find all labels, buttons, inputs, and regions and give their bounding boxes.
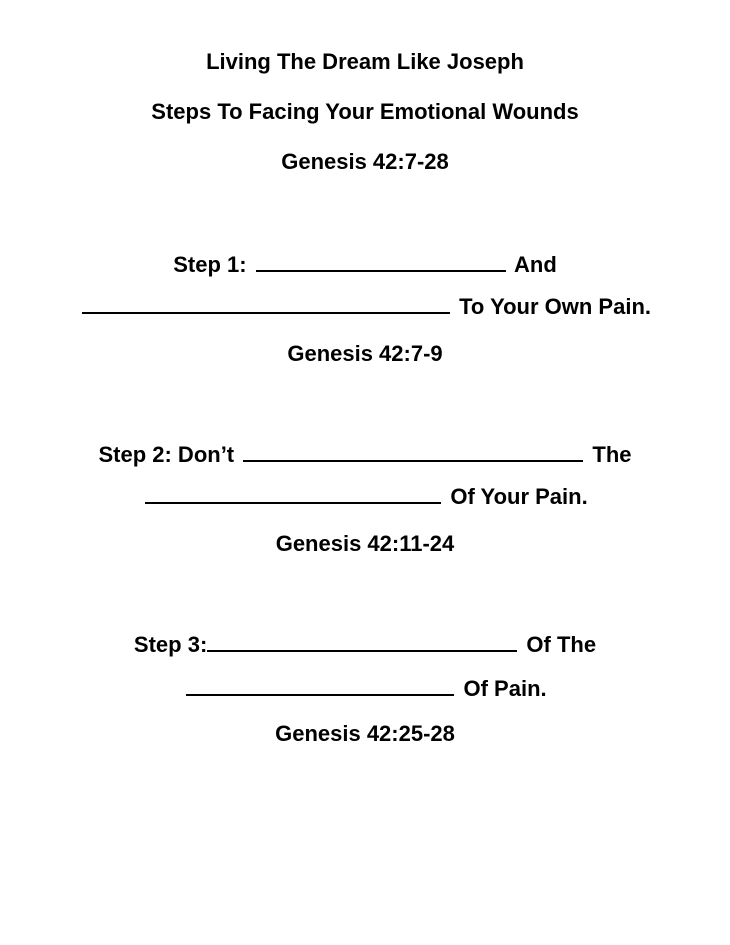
page-title: Living The Dream Like Joseph [206, 49, 524, 74]
step-3-scripture: Genesis 42:25-28 [275, 721, 455, 746]
step-2-scripture: Genesis 42:11-24 [275, 531, 455, 556]
step-1-line-1 [0, 248, 730, 279]
page-subtitle: Steps To Facing Your Emotional Wounds [151, 99, 579, 124]
step-3-line-2 [0, 672, 730, 703]
step-2-line-2 [0, 480, 730, 511]
step-3-prefix: Step 3: [133, 632, 208, 657]
step-2-line-2-suffix: Of Your Pain. [450, 484, 588, 509]
step-1-line-1-suffix: And [514, 252, 557, 277]
step-3-line-1-suffix: Of The [526, 632, 597, 657]
step-3-line-2-suffix: Of Pain. [463, 676, 547, 701]
step-1-blank-1[interactable] [256, 248, 506, 272]
step-2-line-1-suffix: The [592, 442, 632, 467]
step-3-blank-1[interactable] [207, 628, 517, 652]
step-2-prefix: Step 2: Don’t [98, 442, 235, 467]
step-1-blank-2[interactable] [82, 290, 450, 314]
step-1-scripture: Genesis 42:7-9 [287, 341, 443, 366]
step-2-blank-1[interactable] [243, 438, 583, 462]
step-2-blank-2[interactable] [145, 480, 441, 504]
step-3-line-1 [0, 628, 730, 659]
main-scripture: Genesis 42:7-28 [281, 149, 449, 174]
step-1-line-2 [0, 290, 730, 321]
step-1-prefix: Step 1: [173, 252, 247, 277]
step-1-line-2-suffix: To Your Own Pain. [459, 294, 652, 319]
step-2-line-1 [0, 438, 730, 469]
step-3-blank-2[interactable] [186, 672, 454, 696]
